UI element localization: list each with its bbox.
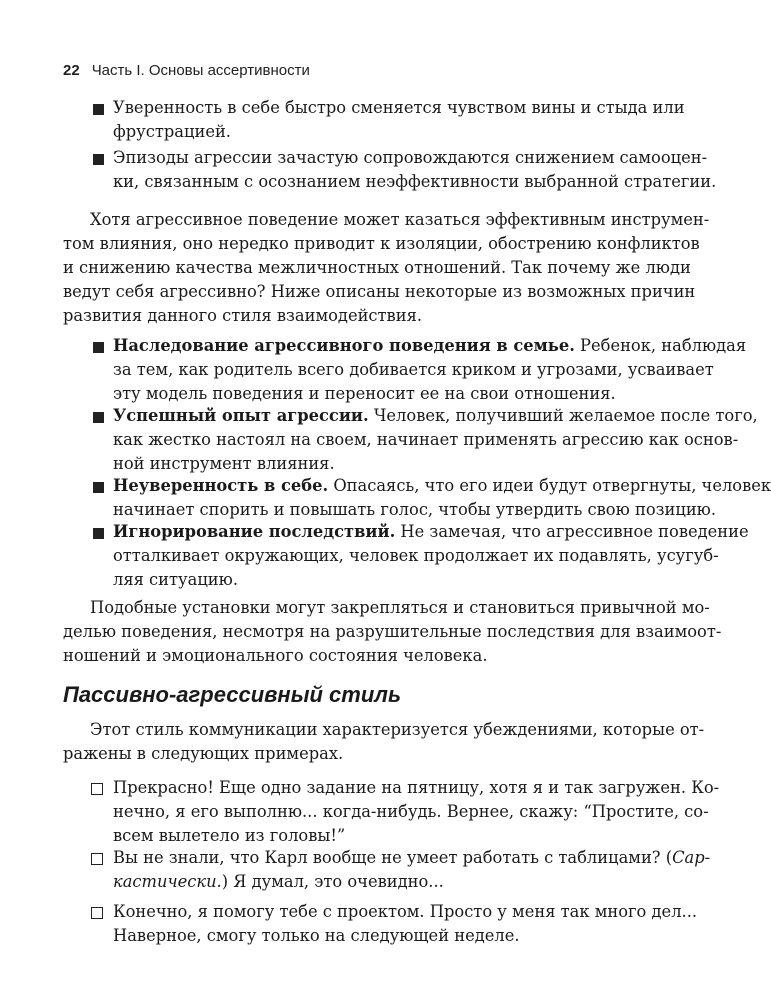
list-item-line: начинает спорить и повышать голос, чтобы утвердить свою позицию.: [113, 500, 717, 519]
reason-text: Ребенок, наблюдая: [574, 336, 747, 355]
square-bullet-icon: [93, 528, 104, 539]
list-item-line: фрустрацией.: [113, 122, 231, 141]
list-item-line: Эпизоды агрессии зачастую сопровождаются снижением самооцен-: [113, 148, 708, 167]
square-bullet-icon: [93, 104, 104, 115]
list-item-line: ки, связанным с осознанием неэффективности выбранной стратегии.: [113, 172, 717, 191]
list-item-line: отталкивает окружающих, человек продолжает их подавлять, усугуб-: [113, 546, 719, 565]
reason-text: Опасаясь, что его идеи будут отвергнуты, человек: [328, 476, 771, 495]
example-italic: Сар-: [672, 848, 711, 867]
list-item-line: за тем, как родитель всего добивается криком и угрозами, усваивает: [113, 360, 714, 379]
square-bullet-icon: [93, 154, 104, 165]
paragraph-line: и снижению качества межличностных отношений. Так почему же люди: [63, 258, 691, 277]
checkbox-bullet-icon: [91, 853, 103, 865]
list-item-line: ляя ситуацию.: [113, 570, 238, 589]
checkbox-bullet-icon: [91, 783, 103, 795]
paragraph-line: ражены в следующих примерах.: [63, 744, 344, 763]
paragraph-line: ношений и эмоционального состояния человека.: [63, 646, 488, 665]
page-number: 22: [63, 62, 80, 79]
reason-text: Человек, получивший желаемое после того,: [368, 406, 758, 425]
list-item-line: [113, 520, 749, 544]
reason-title: Игнорирование последствий.: [113, 522, 396, 541]
paragraph-line: Этот стиль коммуникации характеризуется убеждениями, которые от-: [90, 720, 705, 739]
example-italic: кастически.: [113, 872, 222, 891]
paragraph-line: Подобные установки могут закрепляться и становиться привычной мо-: [90, 598, 710, 617]
example-text: ) Я думал, это очевидно...: [221, 872, 444, 891]
list-item-line: всем вылетело из головы!”: [113, 826, 346, 845]
paragraph-line: Хотя агрессивное поведение может казаться эффективным инструмен-: [90, 210, 710, 229]
section-heading: Пассивно-агрессивный стиль: [63, 682, 402, 707]
list-item-line: [113, 334, 746, 358]
checkbox-bullet-icon: [91, 907, 103, 919]
paragraph-line: том влияния, оно нередко приводит к изоляции, обострению конфликтов: [63, 234, 700, 253]
list-item-line: как жестко настоял на своем, начинает применять агрессию как основ-: [113, 430, 739, 449]
list-item-line: Наверное, смогу только на следующей неделе.: [113, 926, 520, 945]
reason-text: Не замечая, что агрессивное поведение: [395, 522, 749, 541]
list-item-line: нечно, я его выполню... когда-нибудь. Вернее, скажу: “Простите, со-: [113, 802, 709, 821]
list-item-line: Конечно, я помогу тебе с проектом. Просто у меня так много дел...: [113, 902, 698, 921]
square-bullet-icon: [93, 412, 104, 423]
example-text: Вы не знали, что Карл вообще не умеет работать с таблицами? (: [113, 848, 673, 867]
list-item-line: [113, 870, 444, 894]
square-bullet-icon: [93, 482, 104, 493]
running-header: [63, 62, 310, 79]
list-item-line: [113, 474, 771, 498]
paragraph-line: развития данного стиля взаимодействия.: [63, 306, 423, 325]
list-item-line: [113, 404, 758, 428]
list-item-line: Уверенность в себе быстро сменяется чувством вины и стыда или: [113, 98, 685, 117]
list-item-line: эту модель поведения и переносит ее на свои отношения.: [113, 384, 616, 403]
paragraph-line: делью поведения, несмотря на разрушительные последствия для взаимоот-: [63, 622, 722, 641]
reason-title: Наследование агрессивного поведения в семье.: [113, 336, 575, 355]
list-item-line: Прекрасно! Еще одно задание на пятницу, хотя я и так загружен. Ко-: [113, 778, 720, 797]
square-bullet-icon: [93, 342, 104, 353]
reason-title: Неуверенность в себе.: [113, 476, 329, 495]
paragraph-line: ведут себя агрессивно? Ниже описаны некоторые из возможных причин: [63, 282, 696, 301]
list-item-line: ной инструмент влияния.: [113, 454, 335, 473]
list-item-line: [113, 846, 710, 870]
reason-title: Успешный опыт агрессии.: [113, 406, 369, 425]
running-title: Часть I. Основы ассертивности: [91, 62, 310, 79]
